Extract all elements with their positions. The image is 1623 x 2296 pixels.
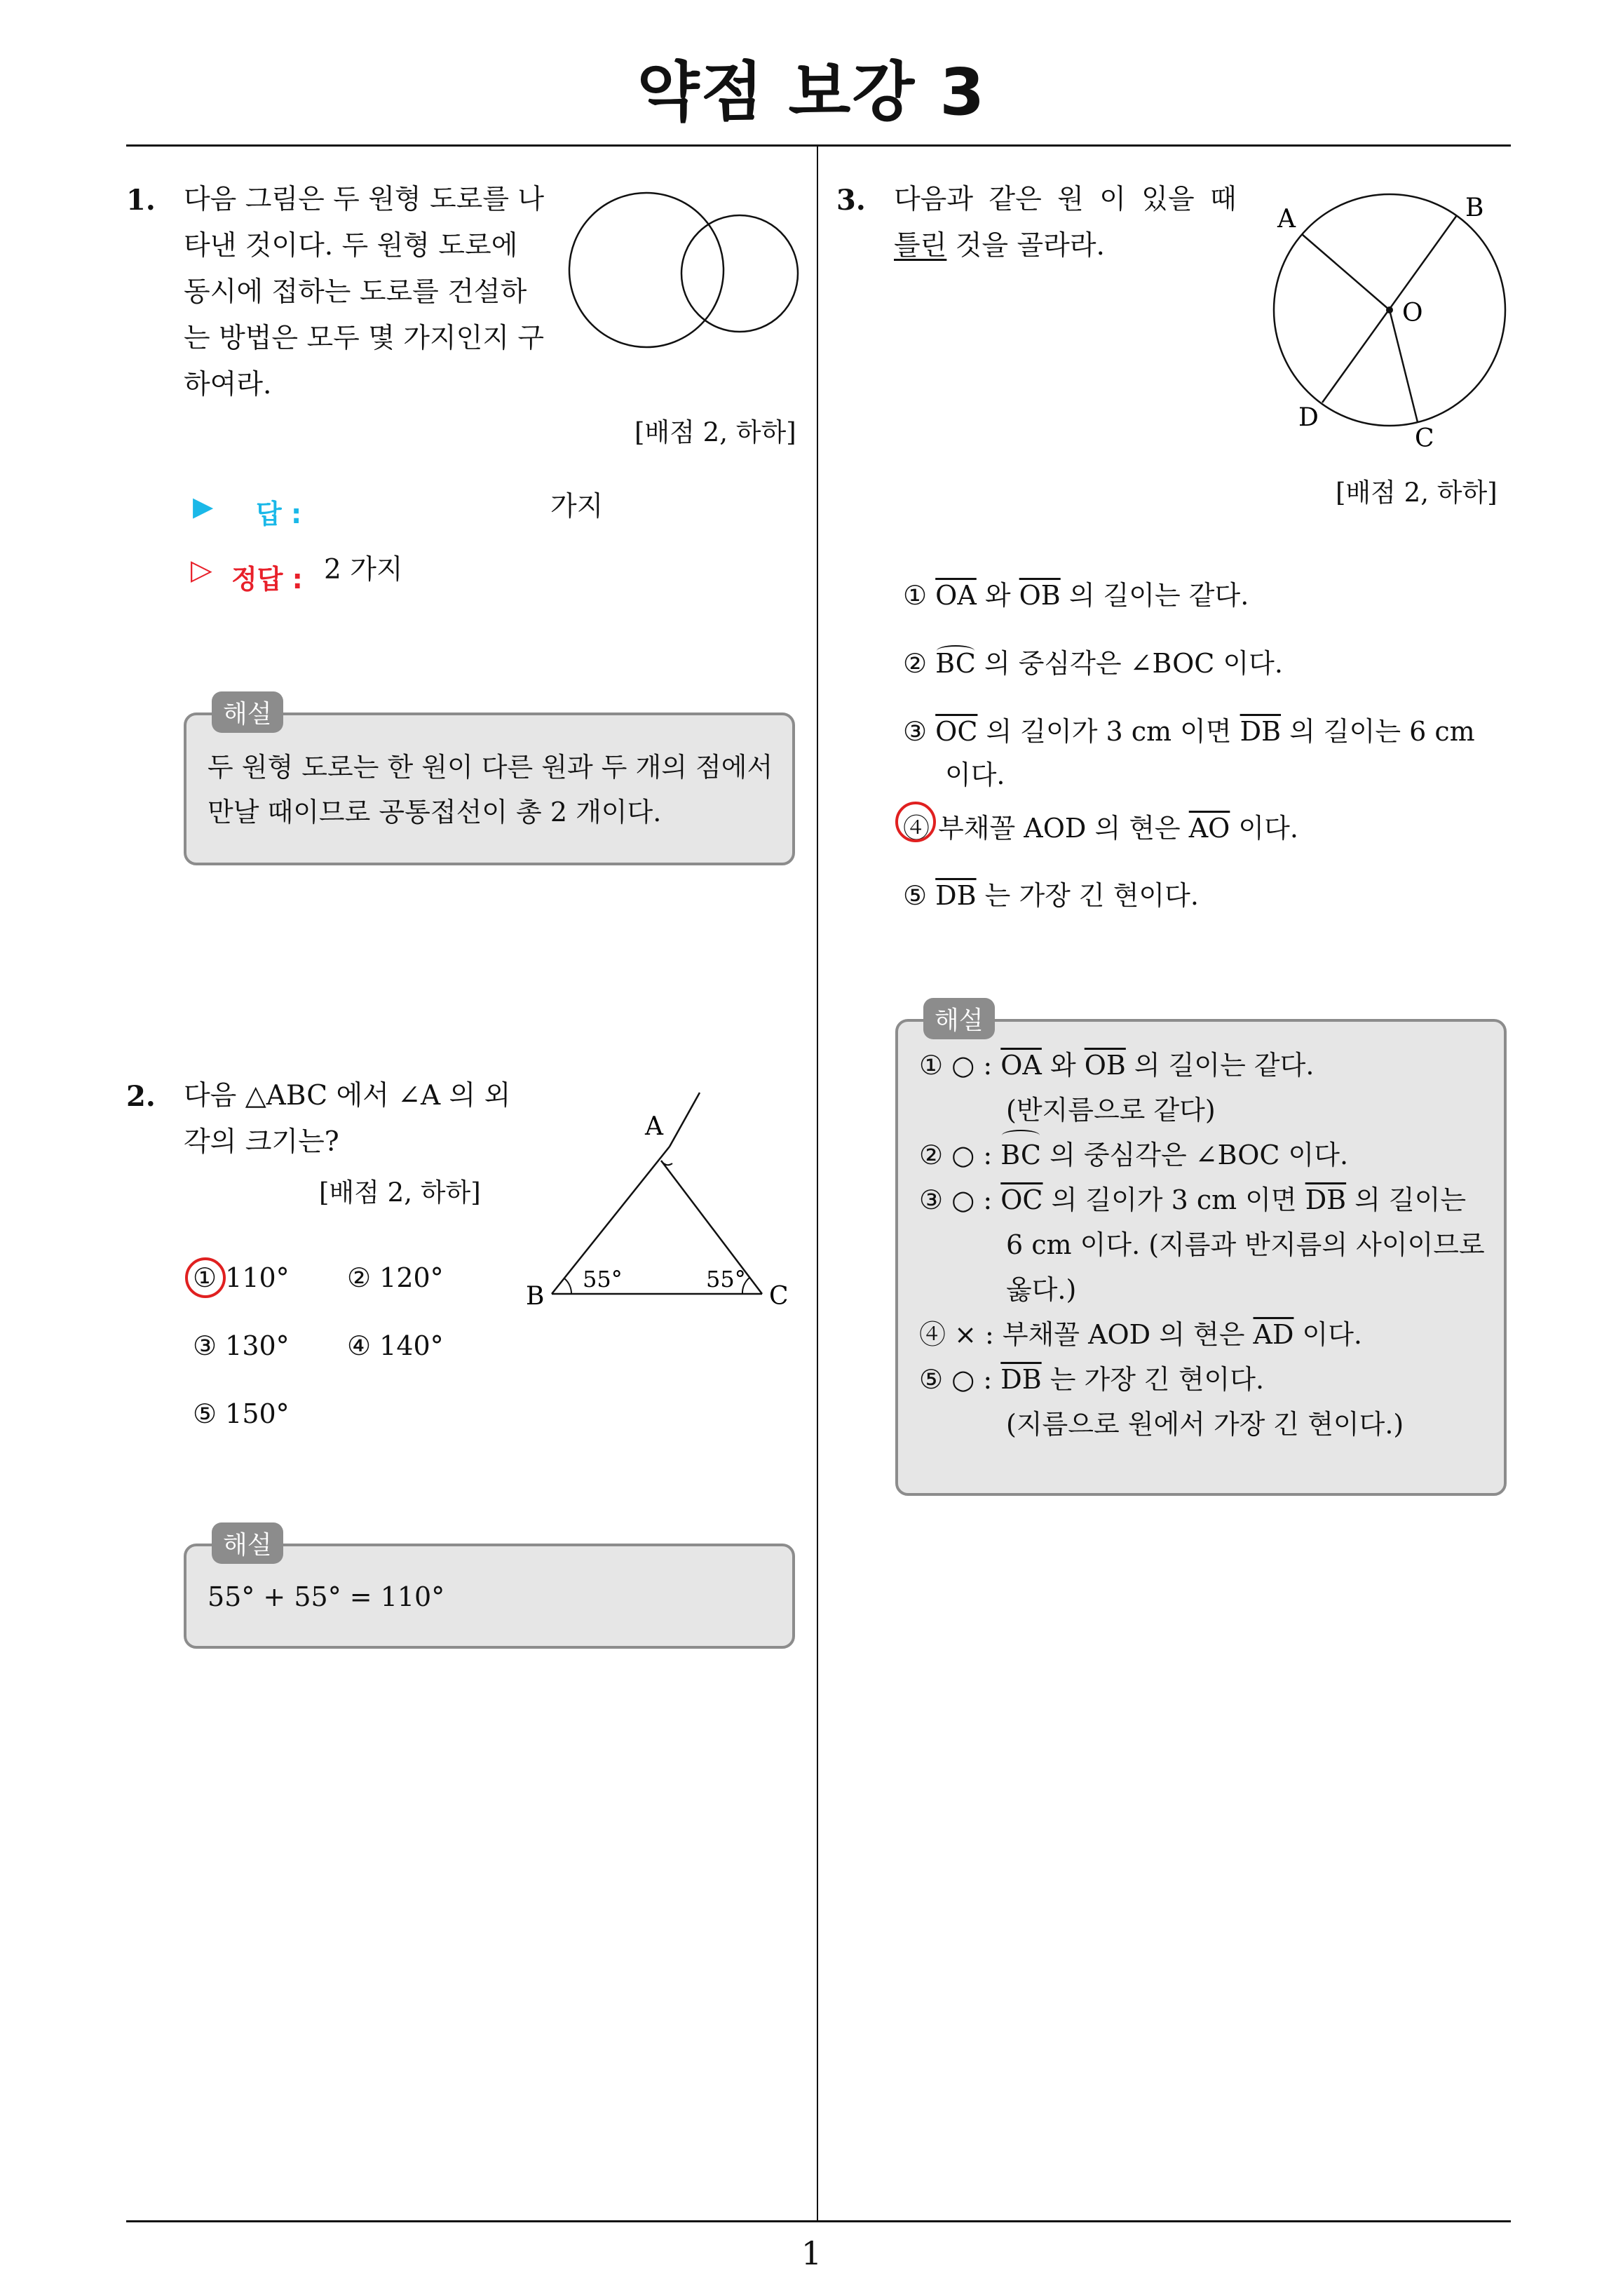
q3-solution-1: ① ○ : $\overline{OA}$ 와 $\overline{OB}$ 의 길이는 같다. xyxy=(919,1050,1315,1081)
q3-solution-tag: 해설 xyxy=(923,998,995,1039)
q3-point-b: B xyxy=(1465,194,1484,222)
q1-solution-line-2: 만날 때이므로 공통접선이 총 2 개이다. xyxy=(208,797,662,828)
q3-option-4[interactable]: ④ 부채꼴 AOD 의 현은 $\overline{AO}$ 이다. xyxy=(903,813,1298,844)
q3-emphasis-wrong: 틀린 xyxy=(894,230,947,262)
q1-solution-box xyxy=(184,700,795,865)
q3-number: 3. xyxy=(836,184,866,217)
q3-line-2: 틀린 것을 골라라. xyxy=(894,230,1105,262)
q2-vertex-c: C xyxy=(769,1282,789,1311)
q1-circle-large xyxy=(569,193,724,347)
q2-line-2: 각의 크기는? xyxy=(184,1126,339,1158)
q3-option-3[interactable]: ③ $\overline{OC}$ 의 길이가 3 cm 이면 $\overline{DB}$ 의 길이는 6 cm xyxy=(903,716,1475,747)
q3-solution-4: ④ × : 부채꼴 AOD 의 현은 $\overline{AD}$ 이다. xyxy=(919,1319,1363,1350)
q3-point-c: C xyxy=(1415,424,1434,453)
q3-option-5[interactable]: ⑤ $\overline{DB}$ 는 가장 긴 현이다. xyxy=(903,880,1199,911)
q2-triangle-figure xyxy=(522,1080,803,1311)
q2-marked-answer-circle xyxy=(185,1257,226,1298)
q1-correct-value: 2 가지 xyxy=(324,554,403,586)
q3-solution-5-continued: (지름으로 원에서 가장 긴 현이다.) xyxy=(1006,1409,1404,1440)
q1-answer-unit: 가지 xyxy=(550,491,604,522)
q3-circle-figure xyxy=(1262,184,1521,464)
q2-solution-box xyxy=(184,1531,795,1649)
q1-answer-label: 답 : xyxy=(256,499,302,529)
q3-line-1: 다음과 같은 원 이 있을 때 xyxy=(894,184,1237,215)
q3-point-d: D xyxy=(1298,403,1319,432)
q3-solution-3-continued-2: 옳다.) xyxy=(1006,1274,1077,1305)
q2-option-3[interactable]: ③ 130° xyxy=(193,1330,290,1361)
page-number: 1 xyxy=(801,2234,822,2272)
q2-solution-tag: 해설 xyxy=(212,1522,283,1564)
header-rule xyxy=(126,144,1511,147)
q1-line-1: 다음 그림은 두 원형 도로를 나 xyxy=(184,184,545,215)
q1-solution-tag: 해설 xyxy=(212,691,283,733)
q2-vertex-a: A xyxy=(645,1112,663,1141)
q3-solution-5: ⑤ ○ : $\overline{DB}$ 는 가장 긴 현이다. xyxy=(919,1364,1265,1395)
q1-correct-label: 정답 : xyxy=(231,564,303,595)
q1-line-2: 타낸 것이다. 두 원형 도로에 xyxy=(184,230,518,262)
q3-center-o: O xyxy=(1402,299,1423,327)
answer-arrow-icon: ▶ xyxy=(193,491,214,522)
q1-line-3: 동시에 접하는 도로를 건설하 xyxy=(184,276,527,308)
q3-point-a: A xyxy=(1277,205,1296,234)
q2-option-5[interactable]: ⑤ 150° xyxy=(193,1398,290,1429)
q1-line-4: 는 방법은 모두 몇 가지인지 구 xyxy=(184,323,545,354)
q3-option-1[interactable]: ① $\overline{OA}$ 와 $\overline{OB}$ 의 길이는 같다. xyxy=(903,580,1249,611)
q3-solution-box xyxy=(895,1006,1507,1496)
q1-circle-small xyxy=(681,215,798,332)
page-title: 약점 보강 3 xyxy=(637,55,986,130)
column-divider xyxy=(817,146,818,2220)
q2-option-1[interactable]: ① 110° xyxy=(193,1262,290,1293)
q1-score: [배점 2, 하하] xyxy=(634,417,796,447)
q1-line-5: 하여라. xyxy=(184,369,272,400)
q3-option-3-continued: 이다. xyxy=(945,759,1005,790)
q3-score: [배점 2, 하하] xyxy=(1336,478,1498,508)
correct-answer-arrow-icon: ▷ xyxy=(191,554,212,586)
q2-solution-text: 55° + 55° = 110° xyxy=(208,1581,445,1612)
q2-vertex-b: B xyxy=(526,1282,545,1311)
q1-number: 1. xyxy=(126,184,156,217)
q1-circles-figure xyxy=(547,182,806,358)
q3-solution-1-continued: (반지름으로 같다) xyxy=(1006,1095,1216,1126)
q1-solution-line-1: 두 원형 도로는 한 원이 다른 원과 두 개의 점에서 xyxy=(208,752,773,783)
q2-number: 2. xyxy=(126,1080,156,1113)
q3-solution-3-continued-1: 6 cm 이다. (지름과 반지름의 사이이므로 xyxy=(1006,1229,1485,1260)
footer-rule xyxy=(126,2220,1511,2222)
q2-line-1: 다음 △ABC 에서 ∠A 의 외 xyxy=(184,1080,511,1112)
q3-marked-answer-circle xyxy=(895,802,936,842)
q2-option-4[interactable]: ④ 140° xyxy=(347,1330,444,1361)
q3-option-2[interactable]: ② BC 의 중심각은 ∠BOC 이다. xyxy=(903,648,1283,679)
q3-solution-2: ② ○ : BC 의 중심각은 ∠BOC 이다. xyxy=(919,1133,1348,1177)
q2-score: [배점 2, 하하] xyxy=(319,1177,481,1208)
q2-option-2[interactable]: ② 120° xyxy=(347,1262,444,1293)
q2-angle-c: 55° xyxy=(706,1266,746,1292)
q3-solution-3: ③ ○ : $\overline{OC}$ 의 길이가 3 cm 이면 $\overline{DB}$ 의 길이는 xyxy=(919,1184,1467,1215)
q2-angle-b: 55° xyxy=(583,1266,623,1292)
